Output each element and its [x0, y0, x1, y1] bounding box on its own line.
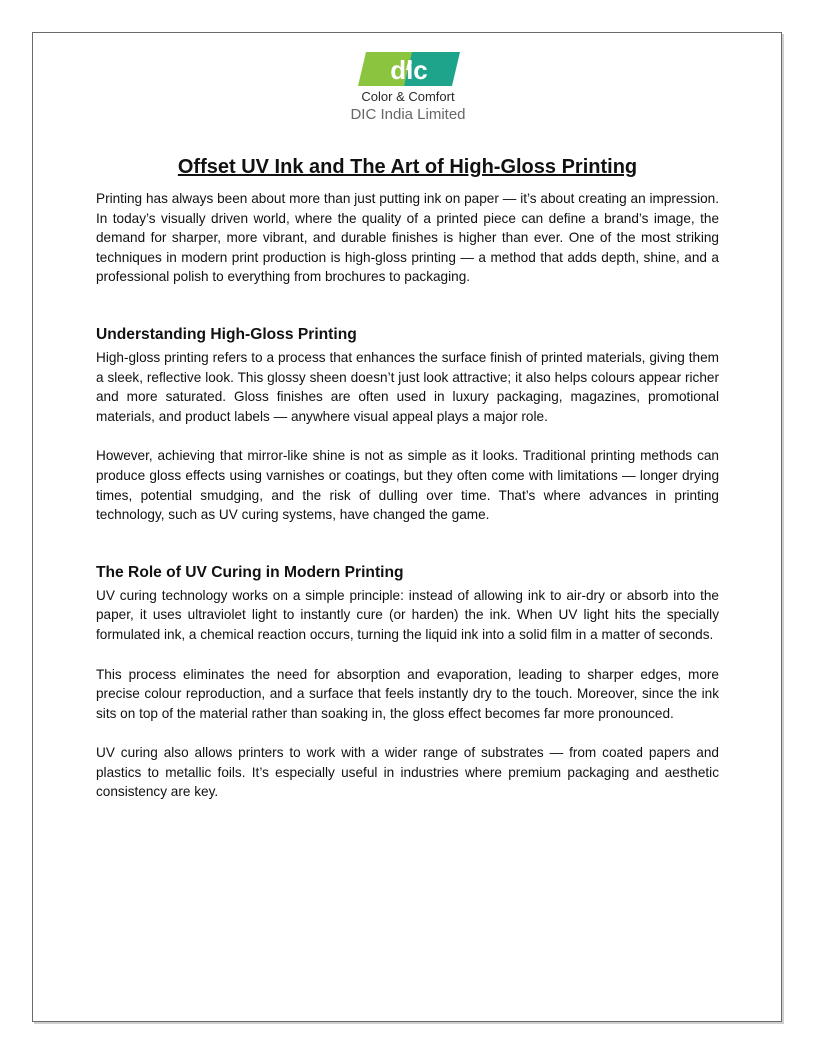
body-paragraph: UV curing technology works on a simple principle: instead of allowing ink to air-dry or absorb into the paper, it uses ultraviolet light to instantly cure (or harden) the ink. When UV light hits the specially formulated ink, a chemical reaction occurs, turning the liquid ink into a solid film in a matter of seconds.: [96, 587, 719, 642]
body-paragraph: However, achieving that mirror-like shine is not as simple as it looks. Traditional printing methods can produce gloss effects using varnishes or coatings, but they often come with limitations — longer drying times, potential smudging, and the risk of dulling over time. That’s where advances in printing technology, such as UV curing systems, have changed the game.: [96, 448, 719, 523]
logo-text: dic: [390, 55, 428, 85]
document-body: [96, 156, 719, 802]
company-logo: [330, 46, 486, 128]
intro-paragraph: Printing has always been about more than just putting ink on paper — it’s about creating an impression. In today’s visually driven world, where the quality of a printed piece can define a brand’s image, the demand for sharper, more vibrant, and durable finishes is higher than ever. One of the most striking techniques in modern print production is high-gloss printing — a method that adds depth, shine, and a professional polish to everything from brochures to packaging.: [96, 191, 719, 285]
page-title: Offset UV Ink and The Art of High-Gloss Printing: [177, 156, 638, 178]
body-paragraph: High-gloss printing refers to a process that enhances the surface finish of printed materials, giving them a sleek, reflective look. This glossy sheen doesn’t just look attractive; it also helps colours appear richer and more saturated. Gloss finishes are often used in luxury packaging, magazines, promotional materials, and product labels — anywhere visual appeal plays a major role.: [96, 349, 719, 424]
body-paragraph: This process eliminates the need for absorption and evaporation, leading to sharper edges, more precise colour reproduction, and a surface that feels instantly dry to the touch. Moreover, since the ink sits on top of the material rather than soaking in, the gloss effect becomes far more pronounced.: [96, 666, 719, 721]
section-heading: The Role of UV Curing in Modern Printing: [96, 563, 404, 581]
section-heading: Understanding High-Gloss Printing: [96, 325, 357, 343]
logo-tagline: Color & Comfort: [361, 89, 455, 104]
dic-logo-icon: [354, 48, 462, 88]
body-paragraph: UV curing also allows printers to work with a wider range of substrates — from coated papers and plastics to metallic foils. It’s especially useful in industries where premium packaging and aesthetic consistency are key.: [96, 745, 719, 800]
company-name: DIC India Limited: [350, 106, 466, 123]
